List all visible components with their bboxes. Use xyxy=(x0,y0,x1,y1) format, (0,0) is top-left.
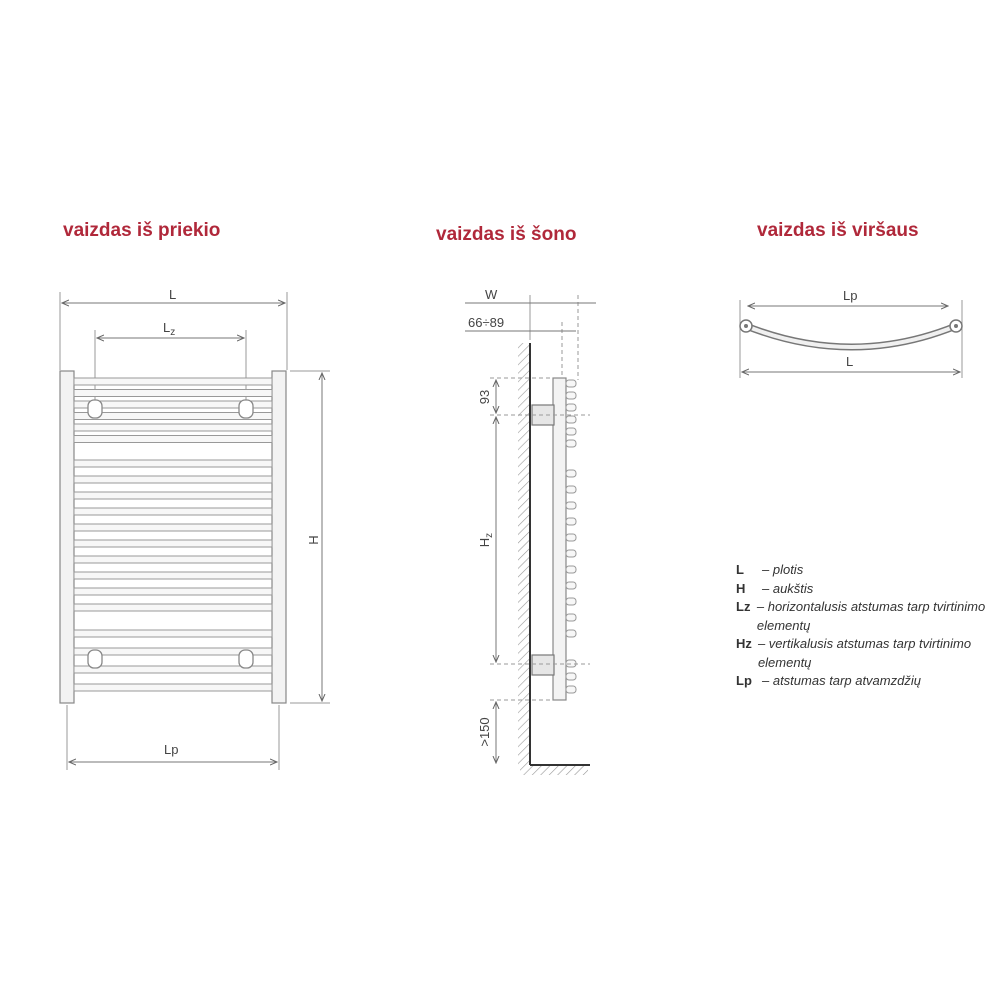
legend-text: – aukštis xyxy=(762,580,814,596)
horizontal-tube xyxy=(74,460,272,467)
horizontal-tube xyxy=(74,424,272,431)
dim-W-label: W xyxy=(485,287,498,302)
horizontal-tubes xyxy=(74,378,272,691)
front-view xyxy=(60,287,330,770)
legend-row-Lp xyxy=(736,672,986,691)
horizontal-tube xyxy=(74,476,272,483)
bracket-top-right xyxy=(239,400,253,418)
tube-end xyxy=(566,470,576,477)
side-post xyxy=(553,378,566,700)
legend-key: Lz xyxy=(736,599,751,614)
dim-93-label: 93 xyxy=(477,389,492,405)
legend-text: – horizontalusis atstumas tarp tvirtinimo elementų xyxy=(756,599,986,633)
legend-text: – atstumas tarp atvamzdžių xyxy=(762,673,921,688)
floor-hatching xyxy=(520,765,588,775)
tube-end xyxy=(566,534,576,541)
legend-key: H xyxy=(736,580,746,596)
horizontal-tube xyxy=(74,492,272,499)
tube-end xyxy=(566,598,576,605)
dim-Lz-label: $L_z$ xyxy=(163,320,176,338)
tube-end xyxy=(566,428,576,435)
horizontal-tube xyxy=(74,556,272,563)
legend-key: Hz xyxy=(736,636,752,651)
tube-end xyxy=(566,686,576,693)
dim-depth-label: 66÷89 xyxy=(468,315,505,330)
tube-end xyxy=(566,630,576,637)
tube-ends xyxy=(566,380,576,693)
tube-end xyxy=(566,550,576,557)
tube-end xyxy=(566,673,576,680)
legend-row-Hz xyxy=(736,635,986,672)
horizontal-tube xyxy=(74,540,272,547)
front-view-title: vaizdas iš priekio xyxy=(63,220,221,241)
horizontal-tube xyxy=(74,604,272,611)
dim-H-label: H xyxy=(306,535,321,545)
tube-end xyxy=(566,566,576,573)
side-view xyxy=(465,287,596,775)
tube-end xyxy=(566,404,576,411)
dim-Hz-label: $H_z$ xyxy=(477,532,495,548)
horizontal-tube xyxy=(74,630,272,637)
tube-end xyxy=(566,614,576,621)
dim-L-label: L xyxy=(169,287,177,302)
legend-row-L xyxy=(736,561,986,580)
tube-end xyxy=(566,380,576,387)
wall-bracket-bottom xyxy=(532,655,554,675)
tube-end xyxy=(566,502,576,509)
tube-end xyxy=(566,518,576,525)
tube-end xyxy=(566,392,576,399)
top-dim-Lp-label: Lp xyxy=(843,288,858,303)
horizontal-tube xyxy=(74,378,272,385)
dim-Lp-label: Lp xyxy=(164,742,179,757)
horizontal-tube xyxy=(74,524,272,531)
left-post xyxy=(60,371,74,703)
legend xyxy=(736,561,986,691)
horizontal-tube xyxy=(74,436,272,443)
tube-end xyxy=(566,416,576,423)
top-view-title: vaizdas iš viršaus xyxy=(757,220,919,241)
horizontal-tube xyxy=(74,508,272,515)
legend-key: L xyxy=(736,562,744,577)
right-post xyxy=(272,371,286,703)
legend-text: – vertikalusis atstumas tarp tvirtinimo elementų xyxy=(757,636,972,670)
legend-text: – plotis xyxy=(762,562,804,577)
tube-end xyxy=(566,440,576,447)
horizontal-tube xyxy=(74,390,272,397)
dim-floor-label: >150 xyxy=(477,717,492,747)
legend-row-Lz xyxy=(736,598,986,635)
horizontal-tube xyxy=(74,572,272,579)
bracket-bottom-left xyxy=(88,650,102,668)
bracket-top-left xyxy=(88,400,102,418)
side-view-title: vaizdas iš šono xyxy=(436,224,577,245)
top-dim-L-label: L xyxy=(846,354,854,369)
horizontal-tube xyxy=(74,588,272,595)
legend-row-H xyxy=(736,580,986,599)
bracket-bottom-right xyxy=(239,650,253,668)
top-view xyxy=(740,288,962,378)
legend-key: Lp xyxy=(736,673,752,688)
wall-hatching xyxy=(518,343,530,765)
tube-end xyxy=(566,486,576,493)
tube-end xyxy=(566,582,576,589)
horizontal-tube xyxy=(74,684,272,691)
